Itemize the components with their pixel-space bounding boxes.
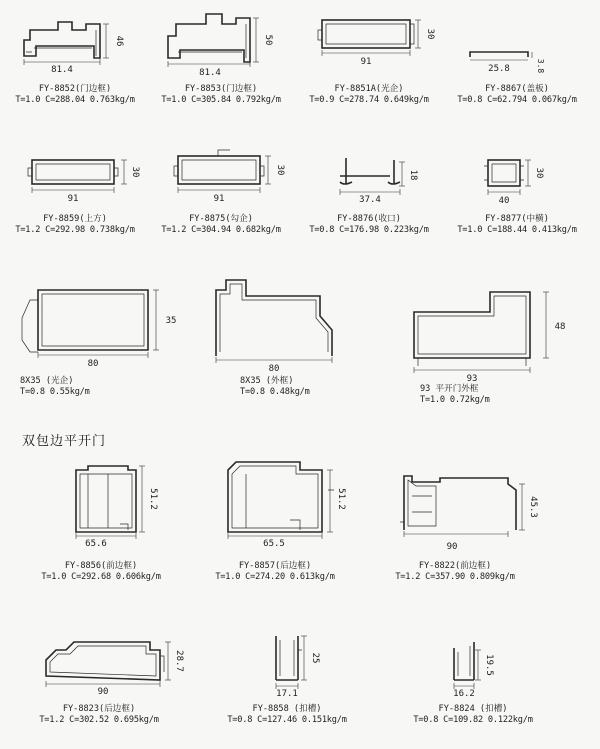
profile-code: FY-8824 (扣槽)	[438, 704, 508, 714]
profile-fy8877-drawing	[484, 160, 544, 206]
profile-spec: T=0.8 0.55kg/m	[20, 387, 90, 397]
dim-label: 80	[268, 364, 280, 374]
caption-fy8877	[442, 214, 592, 236]
caption-93	[420, 384, 520, 406]
dim-label: 51.2	[148, 488, 158, 510]
section-title: 双包边平开门	[22, 434, 107, 449]
profile-code: 93 平开门外框	[420, 384, 479, 394]
profile-fy8824-drawing	[453, 642, 494, 699]
caption-fy8867	[442, 84, 592, 106]
profile-code: FY-8822(前边框)	[418, 561, 492, 571]
caption-fy8875	[146, 214, 296, 236]
dim-label: 28.7	[174, 650, 184, 672]
caption-8x35-waikuang	[240, 376, 340, 398]
profile-8x35-waikuang-drawing	[216, 280, 332, 374]
profile-spec: T=0.8 C=176.98 0.223kg/m	[309, 225, 429, 235]
profile-code: 8X35 (外框)	[240, 376, 294, 386]
caption-fy8856	[26, 561, 176, 583]
profile-code: FY-8877(中横)	[485, 214, 549, 224]
dim-label: 30	[425, 28, 435, 40]
dim-label: 65.6	[85, 539, 107, 549]
profile-code: FY-8875(勾企)	[189, 214, 253, 224]
profile-spec: T=1.0 C=188.44 0.413kg/m	[457, 225, 577, 235]
caption-fy8857	[200, 561, 350, 583]
profile-spec: T=1.2 C=302.52 0.695kg/m	[39, 715, 159, 725]
caption-fy8876	[294, 214, 444, 236]
dim-label: 48	[554, 322, 566, 332]
profile-fy8859-drawing	[28, 160, 140, 204]
dim-label: 81.4	[199, 68, 221, 78]
profile-spec: T=1.2 C=357.90 0.809kg/m	[395, 572, 515, 582]
profile-code: FY-8853(门边框)	[184, 84, 258, 94]
caption-fy8852	[0, 84, 150, 106]
profile-spec: T=0.8 0.48kg/m	[240, 387, 310, 397]
profile-spec: T=0.8 C=62.794 0.067kg/m	[457, 95, 577, 105]
dim-label: 30	[130, 166, 140, 178]
dim-label: 65.5	[263, 539, 285, 549]
profile-93-drawing	[414, 292, 565, 384]
dim-label: 19.5	[484, 654, 494, 676]
profile-fy8857-drawing	[228, 462, 346, 549]
caption-fy8851a	[294, 84, 444, 106]
dim-label: 91	[213, 194, 225, 204]
profile-fy8852-drawing	[24, 22, 124, 75]
dim-label: 91	[67, 194, 79, 204]
profile-code: FY-8857(后边框)	[238, 561, 312, 571]
profile-code: FY-8852(门边框)	[38, 84, 112, 94]
dim-label: 45.3	[528, 496, 538, 518]
profile-spec: T=0.8 C=109.82 0.122kg/m	[413, 715, 533, 725]
dim-label: 25	[310, 652, 320, 664]
profile-fy8856-drawing	[76, 466, 158, 549]
profile-code: 8X35 (光企)	[20, 376, 74, 386]
profile-spec: T=1.0 C=305.84 0.792kg/m	[161, 95, 281, 105]
dim-label: 40	[498, 196, 510, 206]
profile-code: FY-8859(上方)	[43, 214, 107, 224]
profile-fy8858-drawing	[276, 636, 320, 699]
profile-fy8867-drawing	[470, 52, 545, 74]
dim-label: 30	[534, 167, 544, 179]
dim-label: 3.8	[536, 58, 545, 74]
profile-code: FY-8851A(光企)	[334, 84, 404, 94]
profile-spec: T=0.9 C=278.74 0.649kg/m	[309, 95, 429, 105]
profile-fy8853-drawing	[168, 14, 273, 78]
dim-label: 30	[275, 164, 285, 176]
caption-fy8823	[24, 704, 174, 726]
dim-label: 18	[408, 169, 418, 181]
profile-fy8851a-drawing	[318, 20, 435, 67]
profile-spec: T=1.2 C=292.98 0.738kg/m	[15, 225, 135, 235]
caption-fy8859	[0, 214, 150, 236]
dim-label: 81.4	[51, 65, 73, 75]
profile-spec: T=1.0 C=274.20 0.613kg/m	[215, 572, 335, 582]
dim-label: 46	[114, 35, 124, 47]
caption-fy8822	[380, 561, 530, 583]
dim-label: 35	[165, 316, 177, 326]
profile-code: FY-8876(收口)	[337, 214, 401, 224]
profile-8x35-guangqi-drawing	[22, 290, 176, 369]
profile-code: FY-8858 (扣槽)	[252, 704, 322, 714]
dim-label: 37.4	[359, 195, 381, 205]
profile-spec: T=1.0 C=288.04 0.763kg/m	[15, 95, 135, 105]
caption-8x35-guangqi	[20, 376, 120, 398]
dim-label: 80	[87, 359, 99, 369]
profile-fy8875-drawing	[174, 150, 285, 204]
caption-fy8824	[398, 704, 548, 726]
caption-fy8853	[146, 84, 296, 106]
profile-spec: T=1.0 0.72kg/m	[420, 395, 490, 405]
dim-label: 93	[466, 374, 478, 384]
dim-label: 16.2	[453, 689, 475, 699]
profile-fy8876-drawing	[340, 158, 418, 205]
dim-label: 90	[446, 542, 458, 552]
profile-code: FY-8867(盖板)	[485, 84, 549, 94]
caption-fy8858	[212, 704, 362, 726]
dim-label: 51.2	[336, 488, 346, 510]
profile-fy8823-drawing	[46, 642, 184, 697]
profile-spec: T=1.0 C=292.68 0.606kg/m	[41, 572, 161, 582]
dim-label: 50	[263, 34, 273, 46]
profile-fy8822-drawing	[400, 476, 538, 552]
dim-label: 25.8	[488, 64, 510, 74]
profile-code: FY-8856(前边框)	[64, 561, 138, 571]
dim-label: 91	[360, 57, 372, 67]
dim-label: 90	[97, 687, 109, 697]
profile-code: FY-8823(后边框)	[62, 704, 136, 714]
profile-spec: T=1.2 C=304.94 0.682kg/m	[161, 225, 281, 235]
dim-label: 17.1	[276, 689, 298, 699]
profile-spec: T=0.8 C=127.46 0.151kg/m	[227, 715, 347, 725]
